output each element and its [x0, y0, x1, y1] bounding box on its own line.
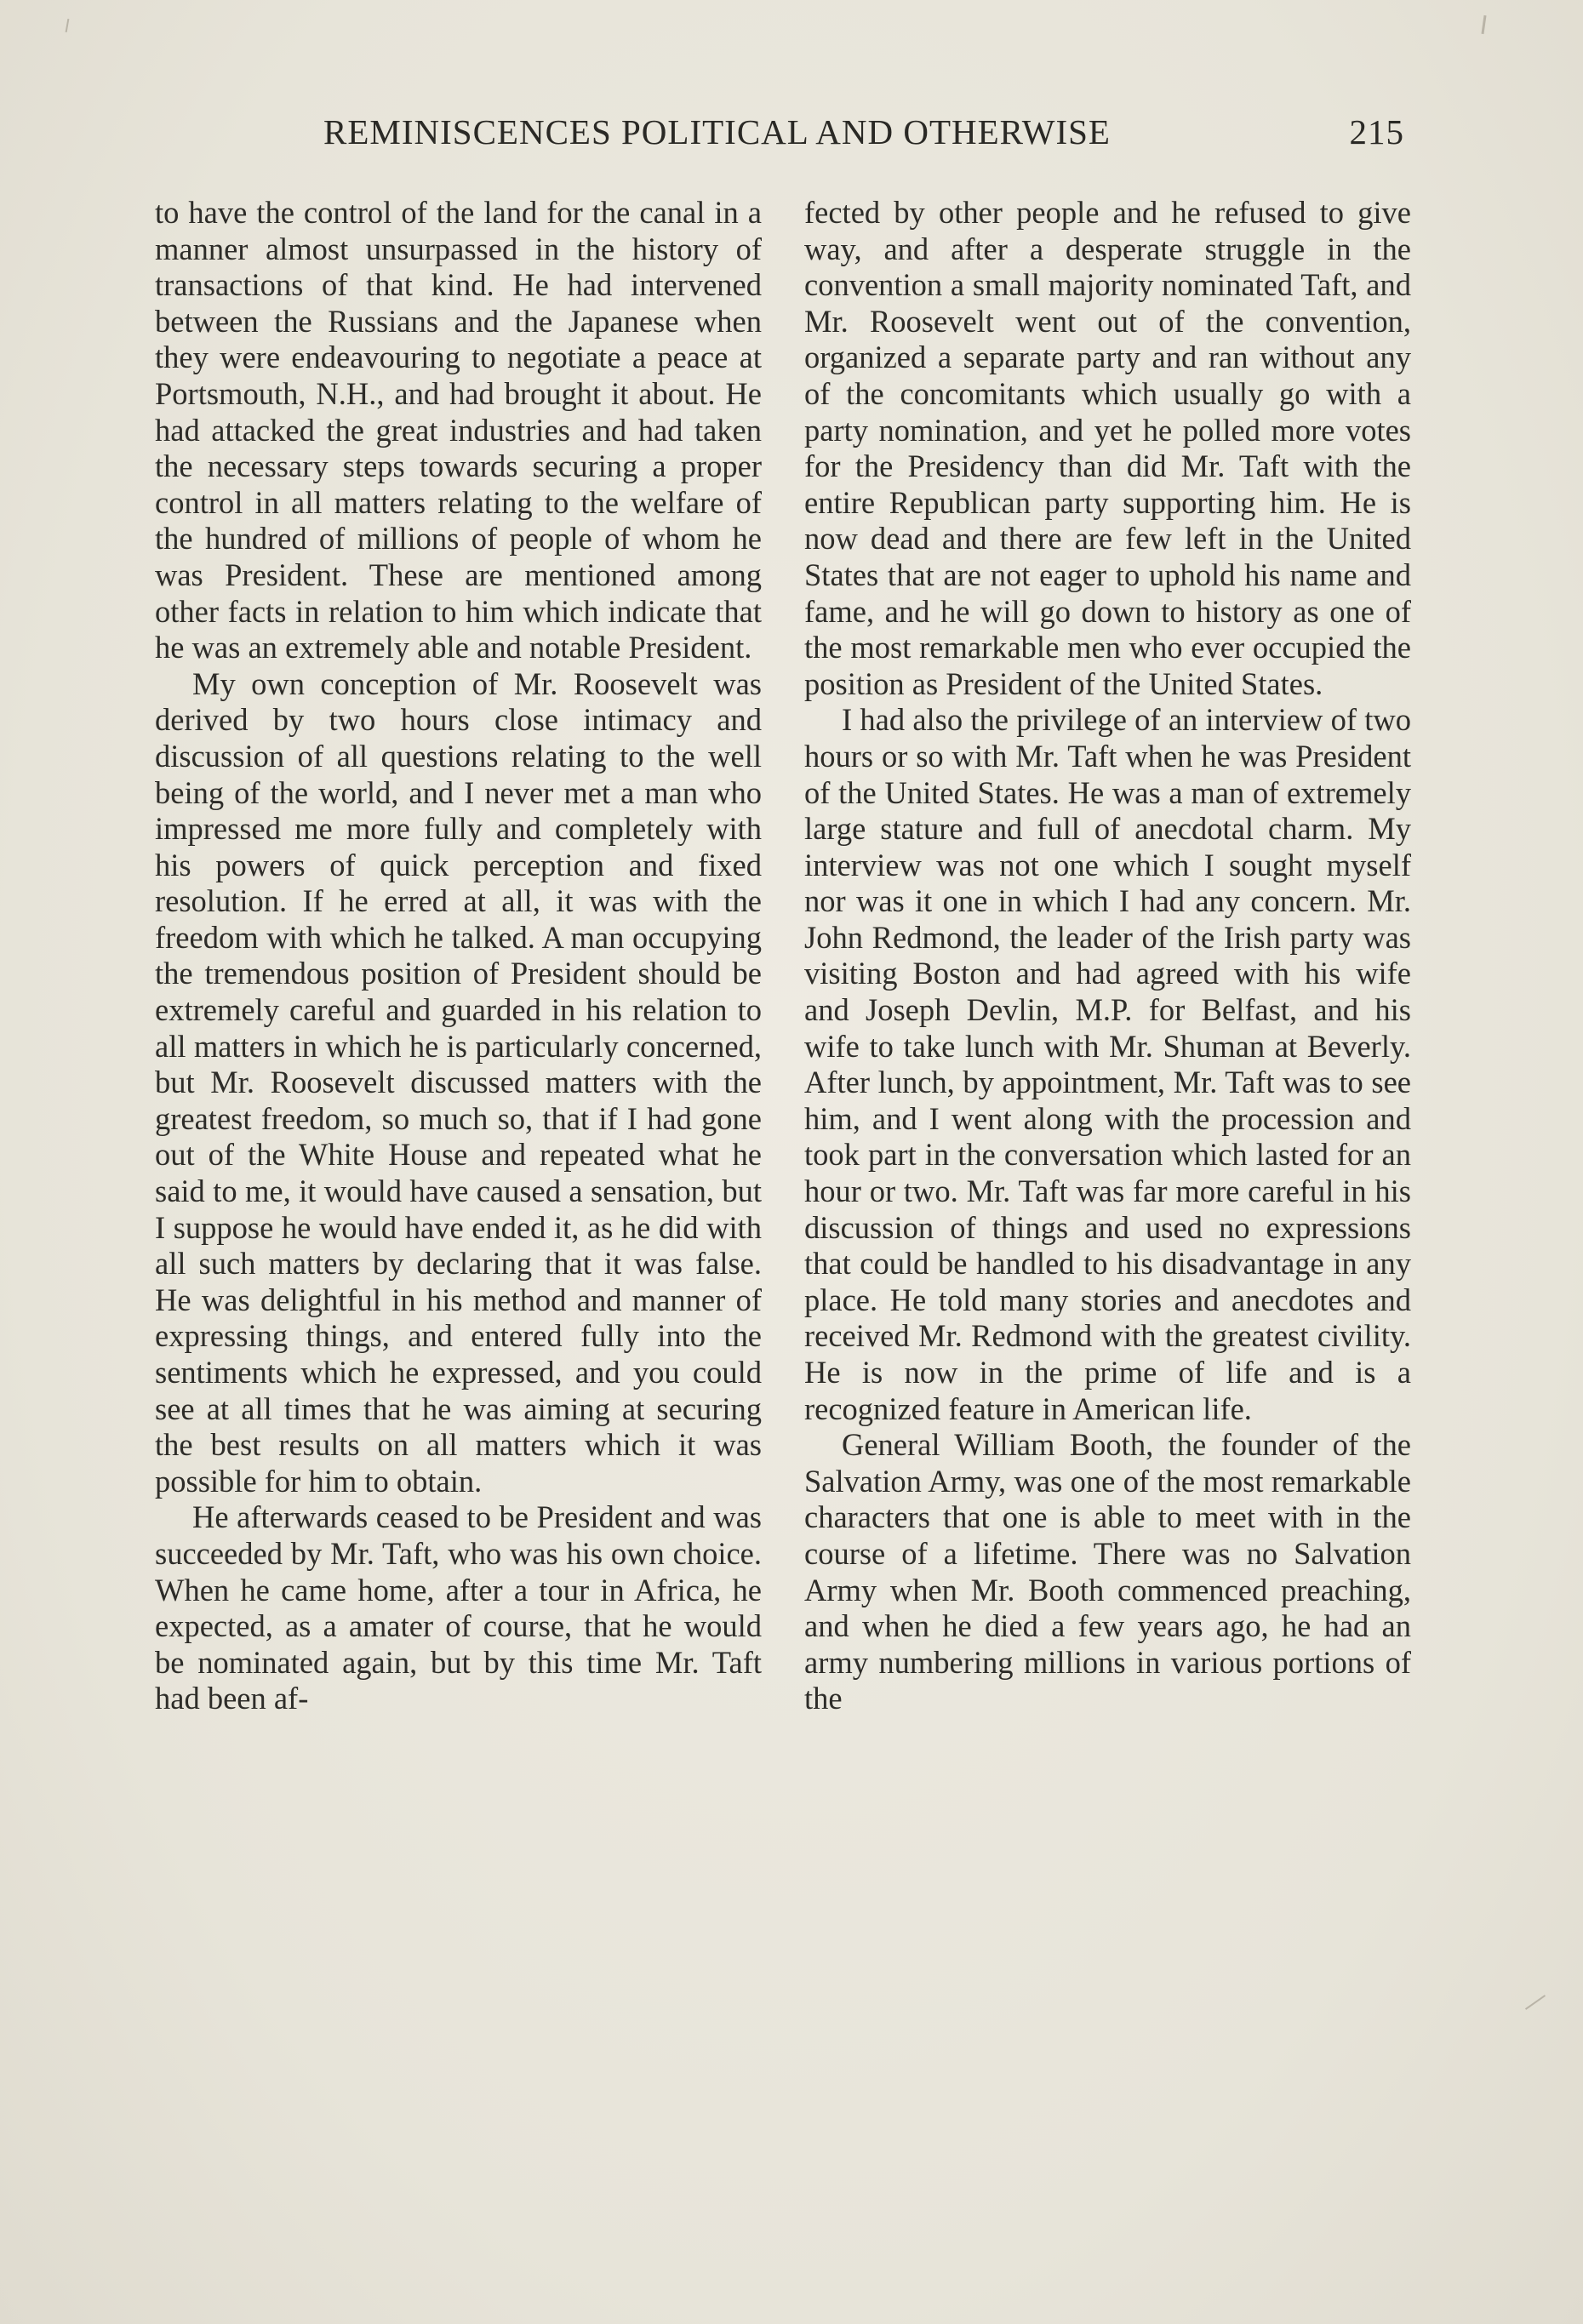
running-header [323, 109, 1404, 155]
paragraph: My own conception of Mr. Roosevelt was derived by two hours close intimacy and discussion of all questions relating to the well being of the world, and I never met a man who impressed me more fully and completely with his powers of quick perception and fixed resolution. If he erred at all, it was with the freedom with which he talked. A man occupying the tremendous position of President should be extremely careful and guarded in his relation to all matters in which he is particularly concerned, but Mr. Roosevelt discussed matters with the greatest freedom, so much so, that if I had gone out of the White House and repeated what he said to me, it would have caused a sensation, but I suppose he would have ended it, as he did with all such matters by declaring that it was false. He was delightful in his method and manner of expressing things, and entered fully into the sentiments which he expressed, and you could see at all times that he was aiming at securing the best results on all matters which it was possible for him to obtain. [155, 665, 762, 1499]
paragraph: to have the control of the land for the canal in a manner almost unsurpassed in the history of transactions of that kind. He had intervened between the Russians and the Japanese when they were endeavouring to negotiate a peace at Portsmouth, N.H., and had brought it about. He had attacked the great industries and had taken the necessary steps towards securing a proper control in all matters relating to the welfare of the hundred of millions of people of whom he was President. These are mentioned among other facts in relation to him which indicate that he was an extremely able and notable President. [155, 195, 762, 665]
left-column [155, 195, 762, 2178]
paragraph: fected by other people and he refused to give way, and after a desperate struggle in the convention a small majority nominated Taft, and Mr. Roosevelt went out of the convention, organized a separate party and ran without any of the concomitants which usually go with a party nomination, and yet he polled more votes for the Presidency than did Mr. Taft with the entire Republican party supporting him. He is now dead and there are few left in the United States that are not eager to uphold his name and fame, and he will go down to history as one of the most remarkable men who ever occupied the position as President of the United States. [804, 195, 1411, 701]
pencil-mark [1525, 1995, 1546, 2010]
paragraph: General William Booth, the founder of the Salvation Army, was one of the most remarkable characters that one is able to meet with in the course of a lifetime. There was no Salvation Army when Mr. Booth commenced preaching, and when he died a few years ago, he had an army numbering millions in various portions of the [804, 1427, 1411, 1716]
paragraph: He afterwards ceased to be President and was succeeded by Mr. Taft, who was his own choice. When he came home, after a tour in Africa, he expected, as a amater of course, that he would be nominated again, but by this time Mr. Taft had been af- [155, 1499, 762, 1716]
pencil-mark [66, 19, 70, 32]
paragraph: I had also the privilege of an interview of two hours or so with Mr. Taft when he was President of the United States. He was a man of extremely large stature and full of anecdotal charm. My interview was not one which I sought myself nor was it one in which I had any concern. Mr. John Redmond, the leader of the Irish party was visiting Boston and had agreed with his wife and Joseph Devlin, M.P. for Belfast, and his wife to take lunch with Mr. Shuman at Beverly. After lunch, by appointment, Mr. Taft was to see him, and I went along with the procession and took part in the conversation which lasted for an hour or two. Mr. Taft was far more careful in his discussion of things and used no expressions that could be handled to his disadvantage in any place. He told many stories and anecdotes and received Mr. Redmond with the greatest civility. He is now in the prime of life and is a recognized feature in American life. [804, 702, 1411, 1426]
page-number: 215 [1349, 112, 1404, 151]
right-column [804, 195, 1411, 2178]
pencil-mark [1481, 15, 1486, 34]
running-title: REMINISCENCES POLITICAL AND OTHERWISE [323, 112, 1111, 151]
